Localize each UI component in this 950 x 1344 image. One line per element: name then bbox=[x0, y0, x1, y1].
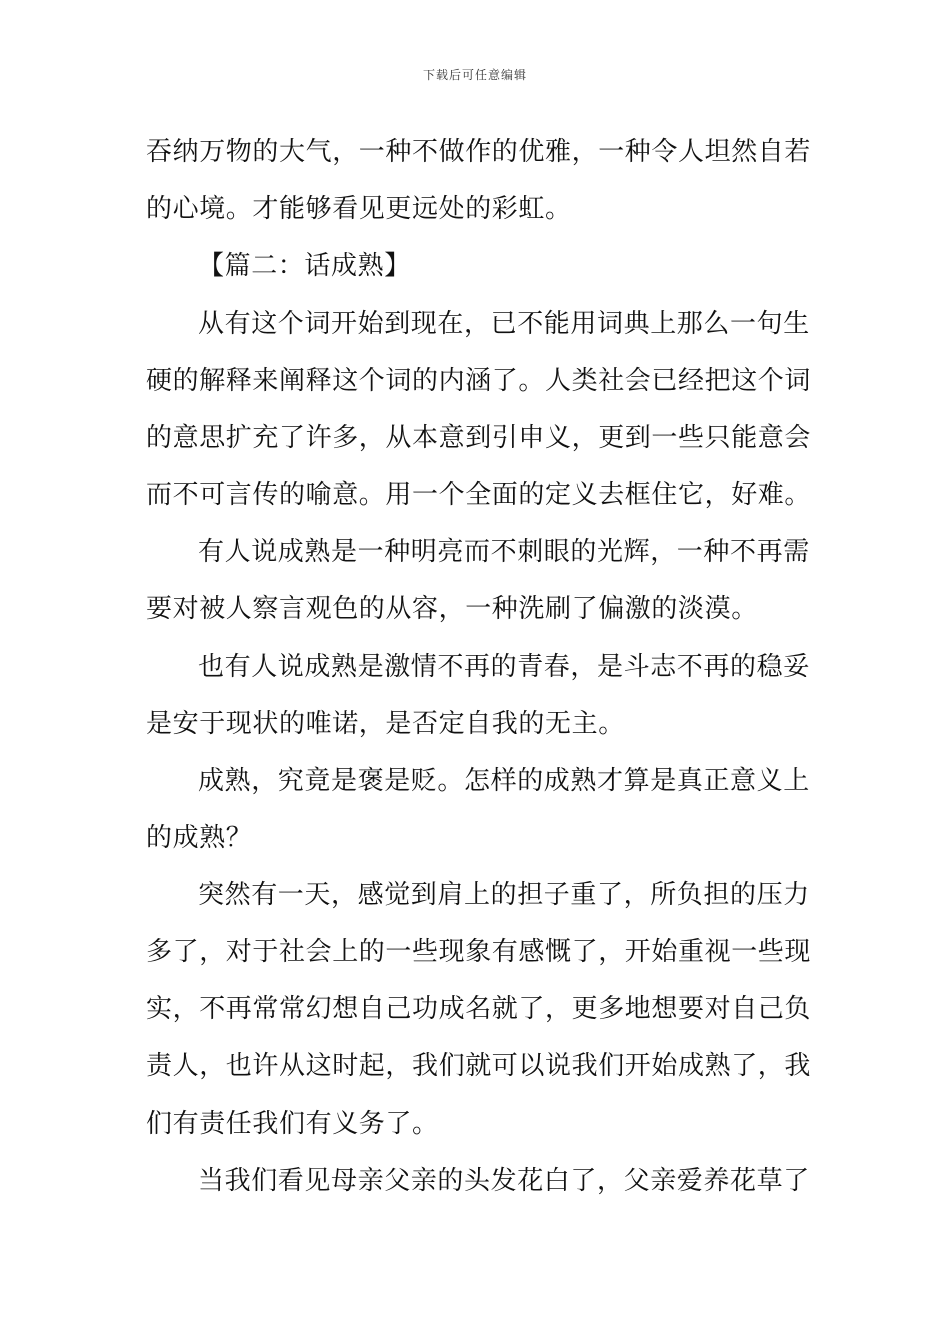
body-line: 吞纳万物的大气，一种不做作的优雅，一种令人坦然自若 bbox=[146, 137, 812, 167]
body-line: 们有责任我们有义务了。 bbox=[146, 1109, 439, 1139]
body-line: 硬的解释来阐释这个词的内涵了。人类社会已经把这个词 bbox=[146, 366, 812, 396]
body-line: 而不可言传的喻意。用一个全面的定义去框住它，好难。 bbox=[146, 480, 812, 510]
paragraph-first-line: 有人说成熟是一种明亮而不刺眼的光辉，一种不再需 bbox=[198, 537, 810, 567]
body-line: 多了，对于社会上的一些现象有感慨了，开始重视一些现 bbox=[146, 937, 812, 967]
paragraph-first-line: 从有这个词开始到现在，已不能用词典上那么一句生 bbox=[198, 309, 810, 339]
body-line: 的心境。才能够看见更远处的彩虹。 bbox=[146, 194, 572, 224]
page-header: 下载后可任意编辑 bbox=[422, 68, 527, 82]
body-line: 是安于现状的唯诺，是否定自我的无主。 bbox=[146, 709, 625, 739]
paragraph-first-line: 成熟，究竟是褒是贬。怎样的成熟才算是真正意义上 bbox=[198, 766, 810, 796]
body-line: 实，不再常常幻想自己功成名就了，更多地想要对自己负 bbox=[146, 994, 812, 1024]
paragraph-first-line: 当我们看见母亲父亲的头发花白了，父亲爱养花草了 bbox=[198, 1166, 810, 1196]
paragraph-first-line: 也有人说成熟是激情不再的青春，是斗志不再的稳妥 bbox=[198, 652, 810, 682]
body-line: 的成熟？ bbox=[146, 823, 253, 853]
paragraph-first-line: 突然有一天，感觉到肩上的担子重了，所负担的压力 bbox=[198, 880, 810, 910]
section-heading: 【篇二：话成熟】 bbox=[198, 251, 411, 281]
body-line: 责人，也许从这时起，我们就可以说我们开始成熟了，我 bbox=[146, 1051, 812, 1081]
body-line: 的意思扩充了许多，从本意到引申义，更到一些只能意会 bbox=[146, 423, 812, 453]
body-line: 要对被人察言观色的从容，一种洗刷了偏激的淡漠。 bbox=[146, 594, 758, 624]
